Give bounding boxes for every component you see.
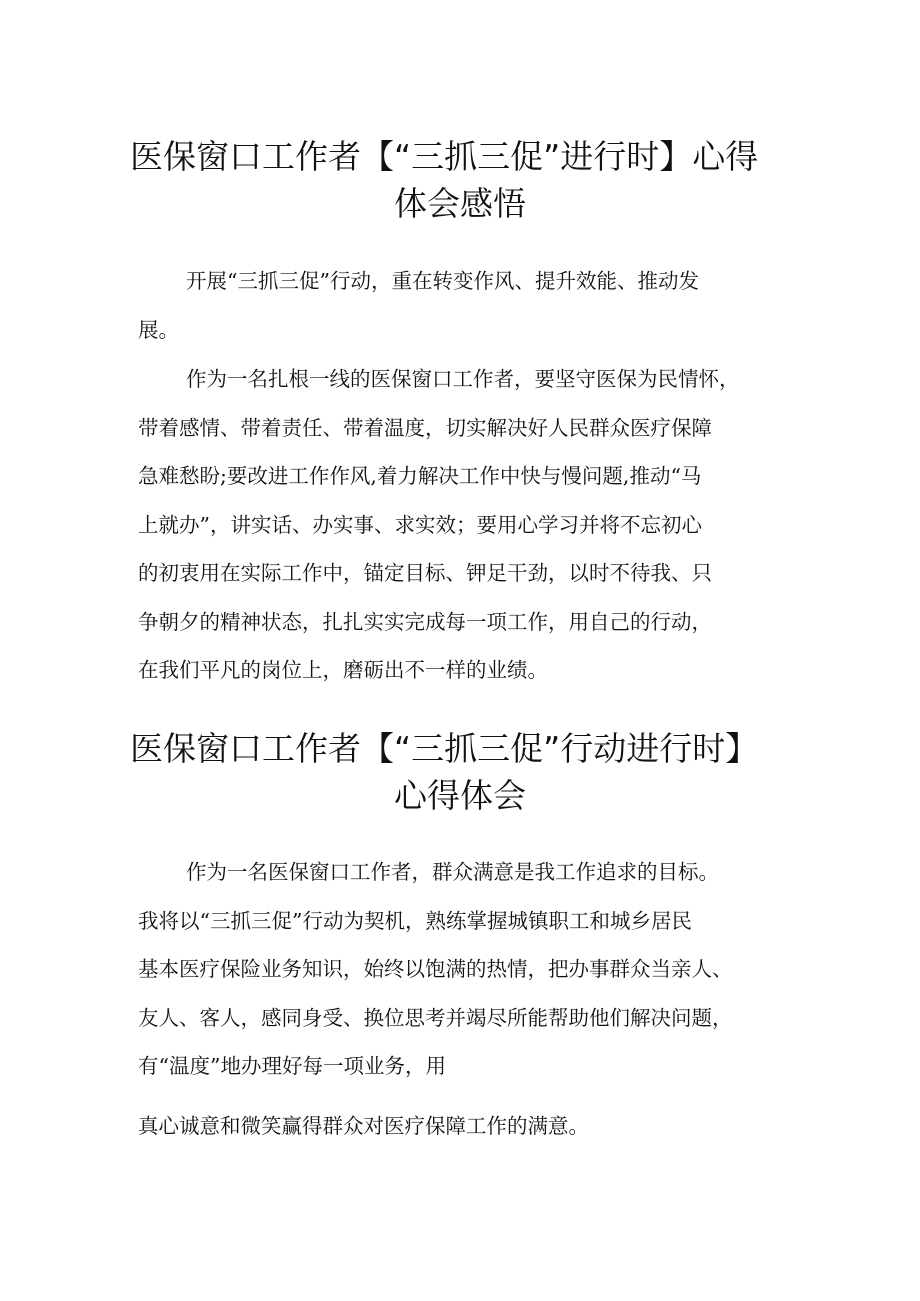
paragraph-line: 有“温度”地办理好每一项业务，用 xyxy=(138,1054,446,1078)
article1-title-line: 体会感悟 xyxy=(394,184,526,223)
article2-title-line: 心得体会 xyxy=(394,776,526,815)
article1-paragraph-1 xyxy=(138,257,793,354)
paragraph-line: 展。 xyxy=(138,317,179,342)
paragraph-line: 开展“三抓三促”行动，重在转变作风、提升效能、推动发 xyxy=(186,269,699,293)
article1-title xyxy=(130,133,790,227)
paragraph-line: 上就办”，讲实话、办实事、求实效；要用心学习并将不忘初心 xyxy=(138,512,702,537)
paragraph-line: 作为一名扎根一线的医保窗口工作者，要坚守医保为民情怀， xyxy=(186,367,740,391)
paragraph-line: 争朝夕的精神状态，扎扎实实完成每一项工作，用自己的行动， xyxy=(138,609,712,634)
paragraph-line: 带着感情、带着责任、带着温度，切实解决好人民群众医疗保障 xyxy=(138,415,712,440)
paragraph-line: 我将以“三抓三促”行动为契机，熟练掌握城镇职工和城乡居民 xyxy=(138,908,692,933)
article1-title-line: 医保窗口工作者【“三抓三促”进行时】心得 xyxy=(130,137,759,176)
paragraph-line: 急难愁盼;要改进工作作风,着力解决工作中快与慢问题,推动“马 xyxy=(138,464,702,488)
article2-paragraph-2 xyxy=(138,1102,793,1151)
article1-paragraph-2 xyxy=(138,355,793,695)
paragraph-line: 的初衷用在实际工作中，锚定目标、钾足干劲，以时不待我、只 xyxy=(138,561,712,585)
paragraph-line: 在我们平凡的岗位上，磨砺出不一样的业绩。 xyxy=(138,658,548,682)
paragraph-line: 作为一名医保窗口工作者，群众满意是我工作追求的目标。 xyxy=(186,860,719,884)
paragraph-line: 真心诚意和微笑赢得群众对医疗保障工作的满意。 xyxy=(138,1114,589,1138)
article2-title xyxy=(130,725,790,819)
paragraph-line: 基本医疗保险业务知识，始终以饱满的热情，把办事群众当亲人、 xyxy=(138,957,733,981)
paragraph-line: 友人、客人，感同身受、换位思考并竭尽所能帮助他们解决问题， xyxy=(138,1005,733,1030)
article2-paragraph-1 xyxy=(138,848,793,1091)
article2-title-line: 医保窗口工作者【“三抓三促”行动进行时】 xyxy=(130,729,759,768)
